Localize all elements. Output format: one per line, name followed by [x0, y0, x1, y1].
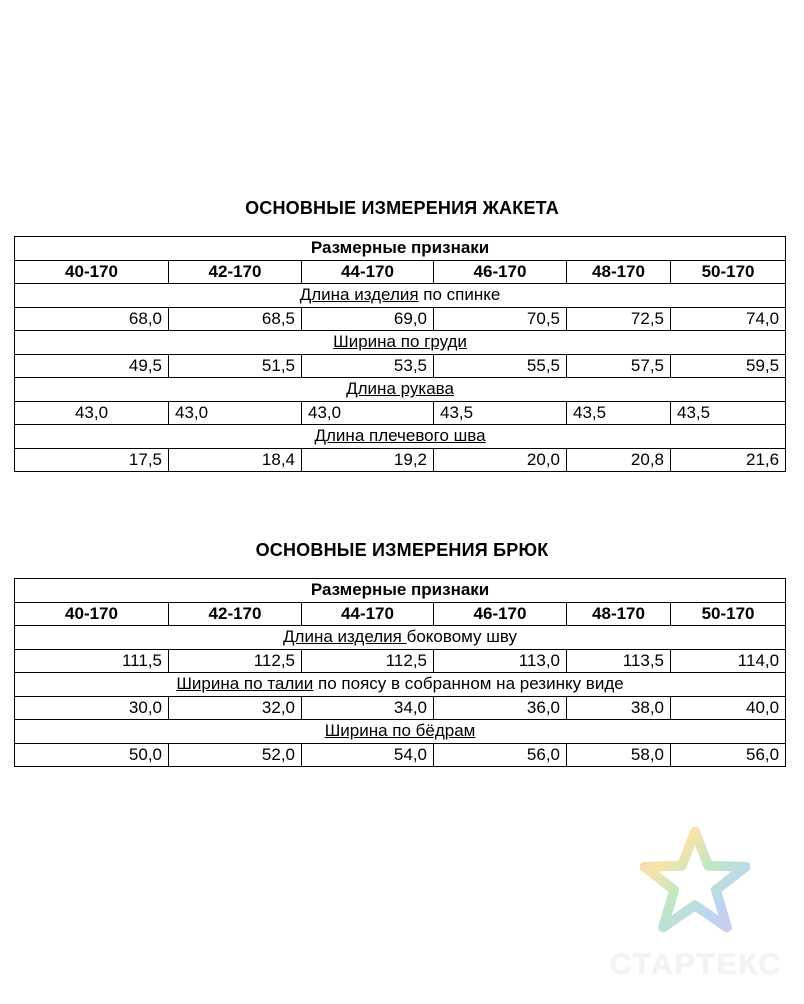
value-cell: 69,0: [302, 307, 434, 331]
measurement-label: [15, 673, 786, 697]
size-cell: 42-170: [169, 602, 302, 626]
measurement-label-underlined: Ширина по бёдрам: [324, 721, 476, 741]
jacket-title: ОСНОВНЫЕ ИЗМЕРЕНИЯ ЖАКЕТА: [245, 198, 559, 218]
value-cell: 59,5: [671, 354, 786, 378]
star-logo-icon: [640, 825, 750, 935]
value-cell: 112,5: [302, 649, 434, 673]
value-cell: 32,0: [169, 696, 302, 720]
value-cell: 112,5: [169, 649, 302, 673]
trousers-measurements-table: [14, 578, 786, 767]
value-cell: 70,5: [434, 307, 567, 331]
value-cell: 49,5: [15, 354, 169, 378]
watermark-text: СТАРТЕКС: [609, 948, 783, 981]
measurement-label-underlined: Длина плечевого шва: [314, 426, 486, 446]
trousers-title: ОСНОВНЫЕ ИЗМЕРЕНИЯ БРЮК: [255, 540, 549, 560]
jacket-measurements-table: [14, 236, 786, 472]
sizes-row: [15, 602, 786, 626]
value-cell: 20,0: [434, 448, 567, 472]
section-row: [15, 378, 786, 402]
size-cell: 44-170: [302, 260, 434, 284]
value-cell: 30,0: [15, 696, 169, 720]
measurement-label-rest: по спинке: [418, 285, 501, 305]
section-row: [15, 720, 786, 744]
size-cell: 46-170: [434, 602, 567, 626]
value-cell: 18,4: [169, 448, 302, 472]
table-header-row: [15, 237, 786, 261]
value-cell: 55,5: [434, 354, 567, 378]
value-cell: 72,5: [567, 307, 671, 331]
values-row: [15, 448, 786, 472]
values-row: [15, 307, 786, 331]
value-cell: 58,0: [567, 743, 671, 767]
size-cell: 44-170: [302, 602, 434, 626]
value-cell: 51,5: [169, 354, 302, 378]
value-cell: 43,0: [15, 401, 169, 425]
measurement-label-underlined: Ширина по талии: [176, 674, 314, 694]
value-cell: 113,5: [567, 649, 671, 673]
value-cell: 43,5: [671, 401, 786, 425]
value-cell: 68,0: [15, 307, 169, 331]
values-row: [15, 743, 786, 767]
values-row: [15, 696, 786, 720]
value-cell: 57,5: [567, 354, 671, 378]
value-cell: 56,0: [671, 743, 786, 767]
sizes-row: [15, 260, 786, 284]
size-cell: 46-170: [434, 260, 567, 284]
value-cell: 43,5: [434, 401, 567, 425]
size-cell: 48-170: [567, 260, 671, 284]
measurement-label: [15, 331, 786, 355]
value-cell: 68,5: [169, 307, 302, 331]
value-cell: 54,0: [302, 743, 434, 767]
value-cell: 19,2: [302, 448, 434, 472]
values-row: [15, 401, 786, 425]
table-header-row: [15, 579, 786, 603]
measurement-label: [15, 626, 786, 650]
value-cell: 74,0: [671, 307, 786, 331]
measurement-label: [15, 720, 786, 744]
value-cell: 43,0: [169, 401, 302, 425]
size-cell: 50-170: [671, 602, 786, 626]
size-cell: 40-170: [15, 260, 169, 284]
value-cell: 40,0: [671, 696, 786, 720]
section-row: [15, 626, 786, 650]
section-row: [15, 284, 786, 308]
size-characteristics-header: Размерные признаки: [15, 579, 786, 603]
value-cell: 17,5: [15, 448, 169, 472]
value-cell: 21,6: [671, 448, 786, 472]
values-row: [15, 354, 786, 378]
values-row: [15, 649, 786, 673]
value-cell: 53,5: [302, 354, 434, 378]
value-cell: 111,5: [15, 649, 169, 673]
size-cell: 40-170: [15, 602, 169, 626]
value-cell: 56,0: [434, 743, 567, 767]
measurement-label-rest: боковому шву: [406, 627, 518, 647]
value-cell: 36,0: [434, 696, 567, 720]
measurement-label-underlined: Ширина по груди: [333, 332, 467, 352]
size-cell: 48-170: [567, 602, 671, 626]
value-cell: 50,0: [15, 743, 169, 767]
section-row: [15, 673, 786, 697]
measurement-label: [15, 284, 786, 308]
value-cell: 43,5: [567, 401, 671, 425]
value-cell: 38,0: [567, 696, 671, 720]
value-cell: 43,0: [302, 401, 434, 425]
measurement-label-underlined: Длина изделия: [283, 627, 407, 647]
value-cell: 52,0: [169, 743, 302, 767]
size-cell: 42-170: [169, 260, 302, 284]
measurement-label-underlined: Длина изделия: [299, 285, 419, 305]
section-row: [15, 425, 786, 449]
value-cell: 20,8: [567, 448, 671, 472]
measurement-label: [15, 425, 786, 449]
value-cell: 34,0: [302, 696, 434, 720]
size-cell: 50-170: [671, 260, 786, 284]
measurement-label: [15, 378, 786, 402]
value-cell: 114,0: [671, 649, 786, 673]
value-cell: 113,0: [434, 649, 567, 673]
measurement-label-rest: по поясу в собранном на резинку виде: [313, 674, 624, 694]
size-characteristics-header: Размерные признаки: [15, 237, 786, 261]
section-row: [15, 331, 786, 355]
measurement-label-underlined: Длина рукава: [346, 379, 454, 399]
